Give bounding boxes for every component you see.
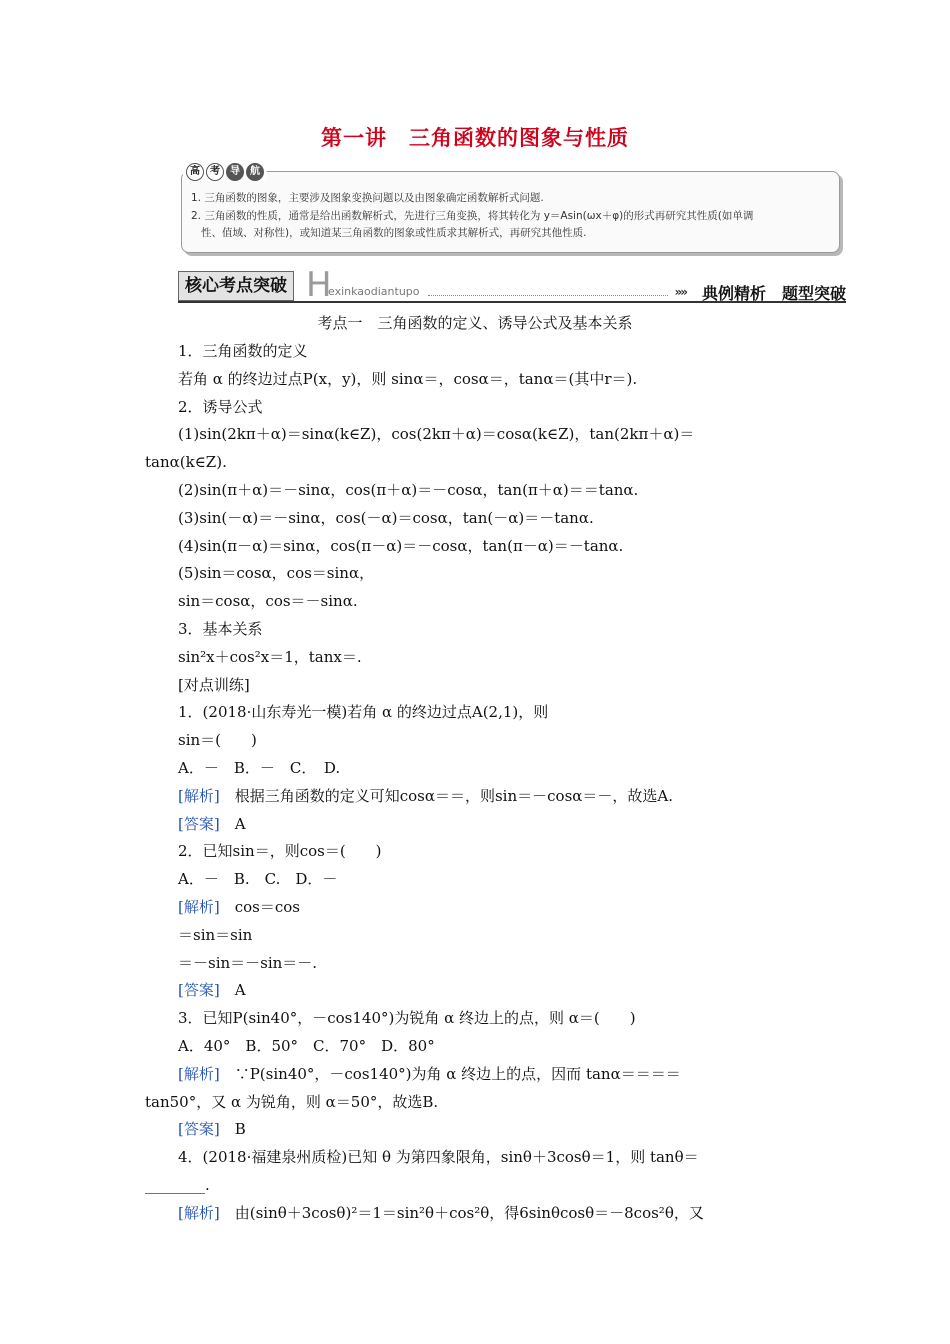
text-line [145,449,810,477]
text-line [145,1033,810,1061]
line-text: ＝sin＝sin [178,925,253,944]
line-text: sin＝( ) [178,731,257,750]
line-text: 若角 α 的终边过点P(x，y)，则 sinα＝，cosα＝，tanα＝(其中r＝). [178,369,638,388]
text-line [145,783,810,811]
guide-tag-char: 考 [206,163,224,181]
lecture-title: 第一讲 三角函数的图象与性质 [321,126,629,150]
guide-tag-char: 导 [226,163,244,181]
guide-item: 性、值域、对称性)，或知道某三角函数的图象或性质求其解析式，再研究其他性质. [201,227,587,239]
line-text: 由(sinθ＋3cosθ)²＝1＝sin²θ＋cos²θ，得6sinθcosθ＝－8cos²θ，又 [219,1203,704,1222]
line-text: B [219,1120,246,1139]
line-text: 3．已知P(sin40°，－cos140°)为锐角 α 终边上的点，则 α＝( ) [178,1009,636,1028]
solution-tag: [答案] [178,814,220,833]
text-line [145,699,810,727]
line-text: 根据三角函数的定义可知cosα＝＝，则sin＝－cosα＝－，故选A. [219,786,673,805]
text-line [145,560,810,588]
text-line [145,1061,810,1089]
section-title: 考点一 三角函数的定义、诱导公式及基本关系 [317,314,633,332]
banner-subtitle: 典例精析 题型突破 [701,284,846,303]
solution-tag: [解析] [178,897,220,916]
banner-dotted-rule [428,295,668,296]
text-line [145,505,810,533]
text-line [145,1005,810,1033]
solution-tag: [解析] [178,786,220,805]
text-line [145,338,810,366]
text-line [145,838,810,866]
text-line [145,421,810,449]
banner-pinyin: exinkaodiantupo [328,285,420,298]
line-text: (5)sin＝cosα，cos＝sinα， [178,564,375,583]
line-text: 4．(2018·福建泉州质检)已知 θ 为第四象限角，sinθ＋3cosθ＝1，则 tanθ＝ [178,1148,699,1167]
guide-tag-char: 高 [186,163,204,181]
text-line [145,394,810,422]
text-line [145,588,810,616]
line-text: 1．三角函数的定义 [178,342,308,360]
line-text: ________. [145,1175,210,1194]
line-text: (2)sin(π＋α)＝－sinα，cos(π＋α)＝－cosα，tan(π＋α)＝＝tanα. [178,480,639,499]
line-text: tan50°，又 α 为锐角，则 α＝50°，故选B. [145,1092,439,1111]
document-body [145,338,810,1228]
line-text: A．－ B．－ C． D. [178,758,341,777]
solution-tag: [解析] [178,1064,220,1083]
text-line [145,1200,810,1228]
line-text: A．40° B．50° C．70° D．80° [178,1036,435,1055]
text-line [145,1089,810,1117]
text-line [145,1116,810,1144]
solution-tag: [解析] [178,1203,220,1222]
line-text: (3)sin(－α)＝－sinα，cos(－α)＝cosα，tan(－α)＝－tanα. [178,508,594,527]
exam-guide-list [191,190,836,243]
line-text: A [219,981,246,1000]
text-line [145,894,810,922]
text-line [145,1144,810,1172]
guide-item: 2. 三角函数的性质，通常是给出函数解析式，先进行三角变换，将其转化为 y＝Asin(ωx＋φ)的形式再研究其性质(如单调 [191,209,754,222]
text-line [145,727,810,755]
line-text: 3．基本关系 [178,619,263,638]
text-line [145,366,810,394]
line-text: 2．已知sin＝，则cos＝( ) [178,842,382,861]
text-line [145,616,810,644]
banner-label: 核心考点突破 [178,271,294,301]
section-banner [178,265,846,305]
line-text: A．－ B. C. D．－ [178,870,338,889]
line-text: sin＝cosα，cos＝－sinα. [178,592,358,611]
guide-item: 1. 三角函数的图象，主要涉及图象变换问题以及由图象确定函数解析式问题. [191,192,544,204]
text-line [145,477,810,505]
line-text: ＝－sin＝－sin＝－. [178,953,318,972]
text-line [145,644,810,672]
text-line [145,533,810,561]
chevrons-icon: »» [674,285,686,299]
solution-tag: [答案] [178,1120,220,1139]
line-text: ∵P(sin40°，－cos140°)为角 α 终边上的点，因而 tanα＝＝＝＝ [219,1064,681,1083]
line-text: A [219,814,246,833]
text-line [145,977,810,1005]
banner-initial: H [306,265,332,305]
exam-guide-tag [183,163,267,181]
text-line [145,672,810,700]
line-text: (4)sin(π－α)＝sinα，cos(π－α)＝－cosα，tan(π－α)＝－tanα. [178,536,624,555]
line-text: sin²x＋cos²x＝1，tanx＝. [178,647,362,666]
line-text: 1．(2018·山东寿光一模)若角 α 的终边过点A(2,1)，则 [178,703,549,722]
line-text: cos＝cos [219,897,300,916]
solution-tag: [答案] [178,981,220,1000]
line-text: [对点训练] [178,675,250,694]
text-line [145,811,810,839]
line-text: 2．诱导公式 [178,397,263,416]
line-text: tanα(k∈Z). [145,453,227,472]
banner-underline [178,301,846,303]
text-line [145,1172,810,1200]
text-line [145,950,810,978]
guide-tag-char: 航 [246,163,264,181]
text-line [145,866,810,894]
text-line [145,755,810,783]
text-line [145,922,810,950]
line-text: (1)sin(2kπ＋α)＝sinα(k∈Z)，cos(2kπ＋α)＝cosα(k∈Z)，tan(2kπ＋α)＝ [178,425,695,444]
